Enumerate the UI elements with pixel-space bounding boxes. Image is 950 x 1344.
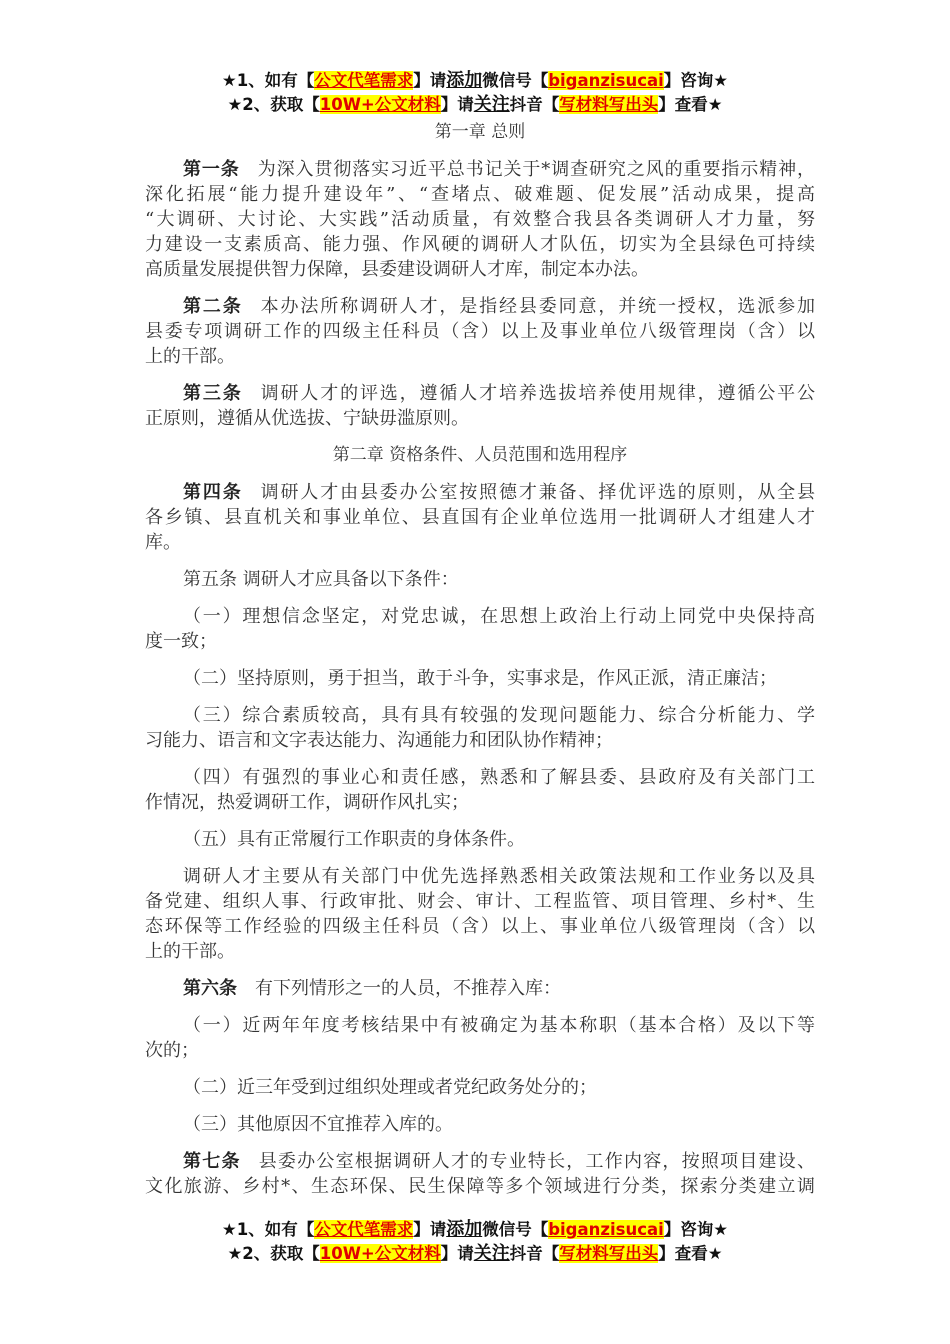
document-body (145, 120, 815, 1199)
line-text: 高质量发展提供智力保障，县委建设调研人才库，制定本办法。 (145, 259, 649, 280)
paragraph-line (145, 914, 815, 939)
paragraph-line (145, 1038, 815, 1063)
paragraph-line (145, 604, 815, 629)
highlight-wechat-id: biganzisucai (548, 71, 664, 90)
line-text: 有下列情形之一的人员，不推荐入库： (255, 978, 561, 999)
article-paragraph (145, 976, 815, 1001)
line-text: 态环保等工作经验的四级主任科员（含）以上、事业单位八级管理岗（含）以 (145, 916, 815, 937)
paragraph-line (145, 976, 815, 1001)
paragraph-line (145, 182, 815, 207)
highlight-service: 公文代笔需求 (314, 1220, 414, 1239)
paragraph-line (145, 1149, 815, 1174)
line-text: （三）其他原因不宜推荐入库的。 (183, 1114, 453, 1135)
paragraph-line (145, 344, 815, 369)
paragraph-line (145, 1112, 815, 1137)
paragraph-line (145, 889, 815, 914)
line-text: 力建设一支素质高、能力强、作风硬的调研人才队伍，切实为全县绿色可持续 (145, 234, 815, 255)
paragraph-line (145, 480, 815, 505)
paragraph-line (145, 864, 815, 889)
paragraph-line (145, 157, 815, 182)
paragraph-line (145, 703, 815, 728)
chapter-heading: 第一章 总则 (434, 122, 526, 142)
line-text: 第五条 调研人才应具备以下条件： (183, 569, 459, 590)
line-text: 库。 (145, 532, 181, 553)
article-paragraph (145, 480, 815, 555)
line-text: （一）近两年年度考核结果中有被确定为基本称职（基本合格）及以下等 (183, 1015, 815, 1036)
article-paragraph (145, 294, 815, 369)
line-text: 上的干部。 (145, 941, 235, 962)
line-text: 县委专项调研工作的四级主任科员（含）以上及事业单位八级管理岗（含）以 (145, 321, 815, 342)
paragraph-line (145, 567, 815, 592)
article-number: 第四条 (183, 482, 243, 503)
paragraph-line (145, 765, 815, 790)
article-paragraph (145, 765, 815, 815)
article-number: 第七条 (183, 1151, 241, 1172)
article-paragraph (145, 157, 815, 282)
article-paragraph (145, 381, 815, 431)
line-text: 县委办公室根据调研人才的专业特长，工作内容，按照项目建设、 (258, 1151, 816, 1172)
article-number: 第六条 (183, 978, 237, 999)
line-text: （一）理想信念坚定，对党忠诚，在思想上政治上行动上同党中央保持高 (183, 606, 815, 627)
highlight-douyin: 写材料写出头 (559, 1244, 659, 1263)
line-text: 备党建、组织人事、行政审批、财会、审计、工程监管、项目管理、乡村*、生 (145, 891, 815, 912)
line-text: 调研人才主要从有关部门中优先选择熟悉相关政策法规和工作业务以及具 (183, 866, 815, 887)
article-paragraph (145, 1149, 815, 1199)
article-number: 第一条 (183, 159, 240, 180)
promo-line-1: ★1、如有【公文代笔需求】请添加微信号【biganzisucai】咨询★ (221, 70, 729, 91)
line-text: 调研人才的评选，遵循人才培养选拔培养使用规律，遵循公平公 (260, 383, 816, 404)
line-text: “大调研、大讨论、大实践”活动质量，有效整合我县各类调研人才力量，努 (145, 209, 815, 230)
line-text: 本办法所称调研人才，是指经县委同意，并统一授权，选派参加 (260, 296, 816, 317)
line-text: （三）综合素质较高，具有具有较强的发现问题能力、综合分析能力、学 (183, 705, 815, 726)
line-text: 习能力、语言和文字表达能力、沟通能力和团队协作精神； (145, 730, 613, 751)
promo-line-2: ★2、获取【10W+公文材料】请关注抖音【写材料写出头】查看★ (227, 94, 723, 115)
article-number: 第三条 (183, 383, 243, 404)
line-text: 文化旅游、乡村*、生态环保、民生保障等多个领域进行分类，探索分类建立调 (145, 1176, 815, 1197)
promo-banner-bottom (0, 1218, 950, 1266)
article-number: 第二条 (183, 296, 243, 317)
line-text: （四）有强烈的事业心和责任感，熟悉和了解县委、县政府及有关部门工 (183, 767, 815, 788)
paragraph-line (145, 381, 815, 406)
highlight-materials: 10W+公文材料 (319, 1244, 441, 1263)
paragraph-line (145, 257, 815, 282)
promo-banner-top (0, 69, 950, 117)
article-paragraph (145, 1112, 815, 1137)
line-text: 调研人才由县委办公室按照德才兼备、择优评选的原则，从全县 (260, 482, 816, 503)
paragraph-line (145, 294, 815, 319)
highlight-wechat-id: biganzisucai (548, 1220, 664, 1239)
highlight-materials: 10W+公文材料 (319, 95, 441, 114)
line-text: （二）坚持原则，勇于担当，敢于斗争，实事求是，作风正派，清正廉洁； (183, 668, 777, 689)
paragraph-line (145, 1174, 815, 1199)
line-text: 上的干部。 (145, 346, 235, 367)
paragraph-line (145, 939, 815, 964)
paragraph-line (145, 1013, 815, 1038)
line-text: 各乡镇、县直机关和事业单位、县直国有企业单位选用一批调研人才组建人才 (145, 507, 815, 528)
paragraph-line (145, 207, 815, 232)
article-paragraph (145, 827, 815, 852)
promo-line-1: ★1、如有【公文代笔需求】请添加微信号【biganzisucai】咨询★ (221, 1219, 729, 1240)
line-text: 为深入贯彻落实习近平总书记关于*调查研究之风的重要指示精神， (257, 159, 815, 180)
paragraph-line (145, 666, 815, 691)
article-paragraph (145, 567, 815, 592)
paragraph-line (145, 827, 815, 852)
paragraph-line (145, 530, 815, 555)
line-text: （五）具有正常履行工作职责的身体条件。 (183, 829, 525, 850)
highlight-service: 公文代笔需求 (314, 71, 414, 90)
line-text: 次的； (145, 1040, 199, 1061)
paragraph-line (145, 406, 815, 431)
paragraph-line (145, 232, 815, 257)
paragraph-line (145, 728, 815, 753)
chapter-heading: 第二章 资格条件、人员范围和选用程序 (332, 445, 628, 465)
paragraph-line (145, 505, 815, 530)
article-paragraph (145, 604, 815, 654)
article-paragraph (145, 864, 815, 964)
line-text: 度一致； (145, 631, 217, 652)
paragraph-line (145, 1075, 815, 1100)
paragraph-line (145, 790, 815, 815)
article-paragraph (145, 1013, 815, 1063)
article-paragraph (145, 703, 815, 753)
line-text: 正原则，遵循从优选拔、宁缺毋滥原则。 (145, 408, 469, 429)
article-paragraph (145, 1075, 815, 1100)
article-paragraph (145, 666, 815, 691)
line-text: 深化拓展“能力提升建设年”、“查堵点、破难题、促发展”活动成果，提高 (145, 184, 815, 205)
line-text: 作情况，热爱调研工作，调研作风扎实； (145, 792, 469, 813)
paragraph-line (145, 319, 815, 344)
paragraph-line (145, 629, 815, 654)
line-text: （二）近三年受到过组织处理或者党纪政务处分的； (183, 1077, 597, 1098)
promo-line-2: ★2、获取【10W+公文材料】请关注抖音【写材料写出头】查看★ (227, 1243, 723, 1264)
highlight-douyin: 写材料写出头 (559, 95, 659, 114)
